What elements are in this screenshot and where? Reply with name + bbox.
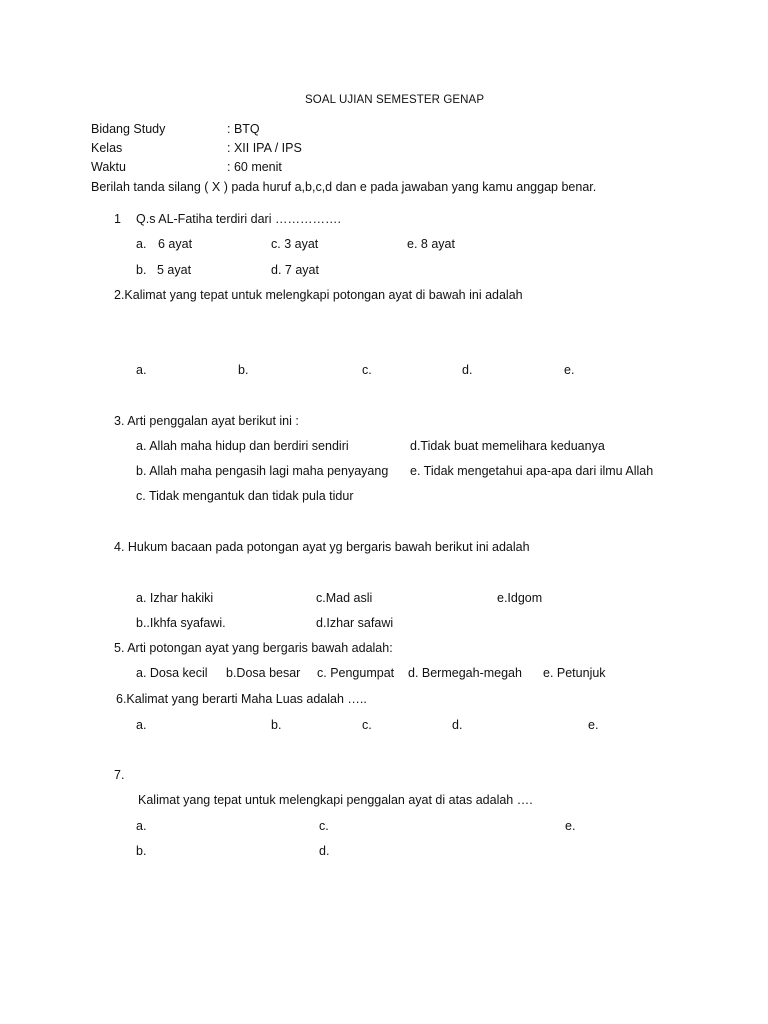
field-value-subject: : BTQ: [227, 122, 260, 136]
q7-option-c: c.: [319, 819, 329, 833]
q7-option-d: d.: [319, 844, 330, 858]
q2-option-c: c.: [362, 363, 372, 377]
q1-option-c: c. 3 ayat: [271, 237, 319, 251]
q4-option-e: e.Idgom: [497, 591, 543, 605]
q5-option-d: d. Bermegah-megah: [408, 666, 522, 680]
q5-option-a: a. Dosa kecil: [136, 666, 208, 680]
field-label-subject: Bidang Study: [91, 122, 166, 136]
q1-text: Q.s AL-Fatiha terdiri dari …………….: [136, 212, 341, 226]
q4-option-c: c.Mad asli: [316, 591, 373, 605]
q2-option-e: e.: [564, 363, 575, 377]
q1-option-b-text: 5 ayat: [157, 263, 192, 277]
q6-option-c: c.: [362, 718, 372, 732]
q6-option-a: a.: [136, 718, 147, 732]
field-value-class: : XII IPA / IPS: [227, 141, 302, 155]
q6-option-b: b.: [271, 718, 282, 732]
q6-text: 6.Kalimat yang berarti Maha Luas adalah …..: [116, 692, 367, 706]
q7-option-b: b.: [136, 844, 147, 858]
q3-option-a: a. Allah maha hidup dan berdiri sendiri: [136, 439, 349, 453]
q4-option-b: b..Ikhfa syafawi.: [136, 616, 226, 630]
field-label-class: Kelas: [91, 141, 123, 155]
q4-option-d: d.Izhar safawi: [316, 616, 394, 630]
q1-option-e: e. 8 ayat: [407, 237, 455, 251]
field-label-time: Waktu: [91, 160, 126, 174]
q1-option-a-letter: a.: [136, 237, 147, 251]
q6-option-e: e.: [588, 718, 599, 732]
q2-text: 2.Kalimat yang tepat untuk melengkapi potongan ayat di bawah ini adalah: [114, 288, 523, 302]
q4-text: 4. Hukum bacaan pada potongan ayat yg bergaris bawah berikut ini adalah: [114, 540, 530, 554]
q3-option-d: d.Tidak buat memelihara keduanya: [410, 439, 605, 453]
q7-text: Kalimat yang tepat untuk melengkapi penggalan ayat di atas adalah ….: [138, 793, 533, 807]
q5-option-c: c. Pengumpat: [317, 666, 395, 680]
q7-option-e: e.: [565, 819, 576, 833]
q7-number: 7.: [114, 768, 125, 782]
q2-option-b: b.: [238, 363, 249, 377]
q7-option-a: a.: [136, 819, 147, 833]
q3-option-b: b. Allah maha pengasih lagi maha penyayang: [136, 464, 389, 478]
instruction-text: Berilah tanda silang ( X ) pada huruf a,b,c,d dan e pada jawaban yang kamu anggap benar.: [91, 180, 597, 194]
field-value-time: : 60 menit: [227, 160, 282, 174]
q1-option-a-text: 6 ayat: [158, 237, 193, 251]
q1-number: 1: [114, 212, 121, 226]
q2-option-a: a.: [136, 363, 147, 377]
q3-text: 3. Arti penggalan ayat berikut ini :: [114, 414, 299, 428]
q2-option-d: d.: [462, 363, 473, 377]
q1-option-d: d. 7 ayat: [271, 263, 319, 277]
q6-option-d: d.: [452, 718, 463, 732]
q3-option-c: c. Tidak mengantuk dan tidak pula tidur: [136, 489, 354, 503]
q1-option-b-letter: b.: [136, 263, 147, 277]
page-title: SOAL UJIAN SEMESTER GENAP: [305, 94, 485, 106]
q5-option-e: e. Petunjuk: [543, 666, 606, 680]
q4-option-a: a. Izhar hakiki: [136, 591, 214, 605]
q3-option-e: e. Tidak mengetahui apa-apa dari ilmu Allah: [410, 464, 654, 478]
q5-text: 5. Arti potongan ayat yang bergaris bawah adalah:: [114, 641, 393, 655]
q5-option-b: b.Dosa besar: [226, 666, 301, 680]
